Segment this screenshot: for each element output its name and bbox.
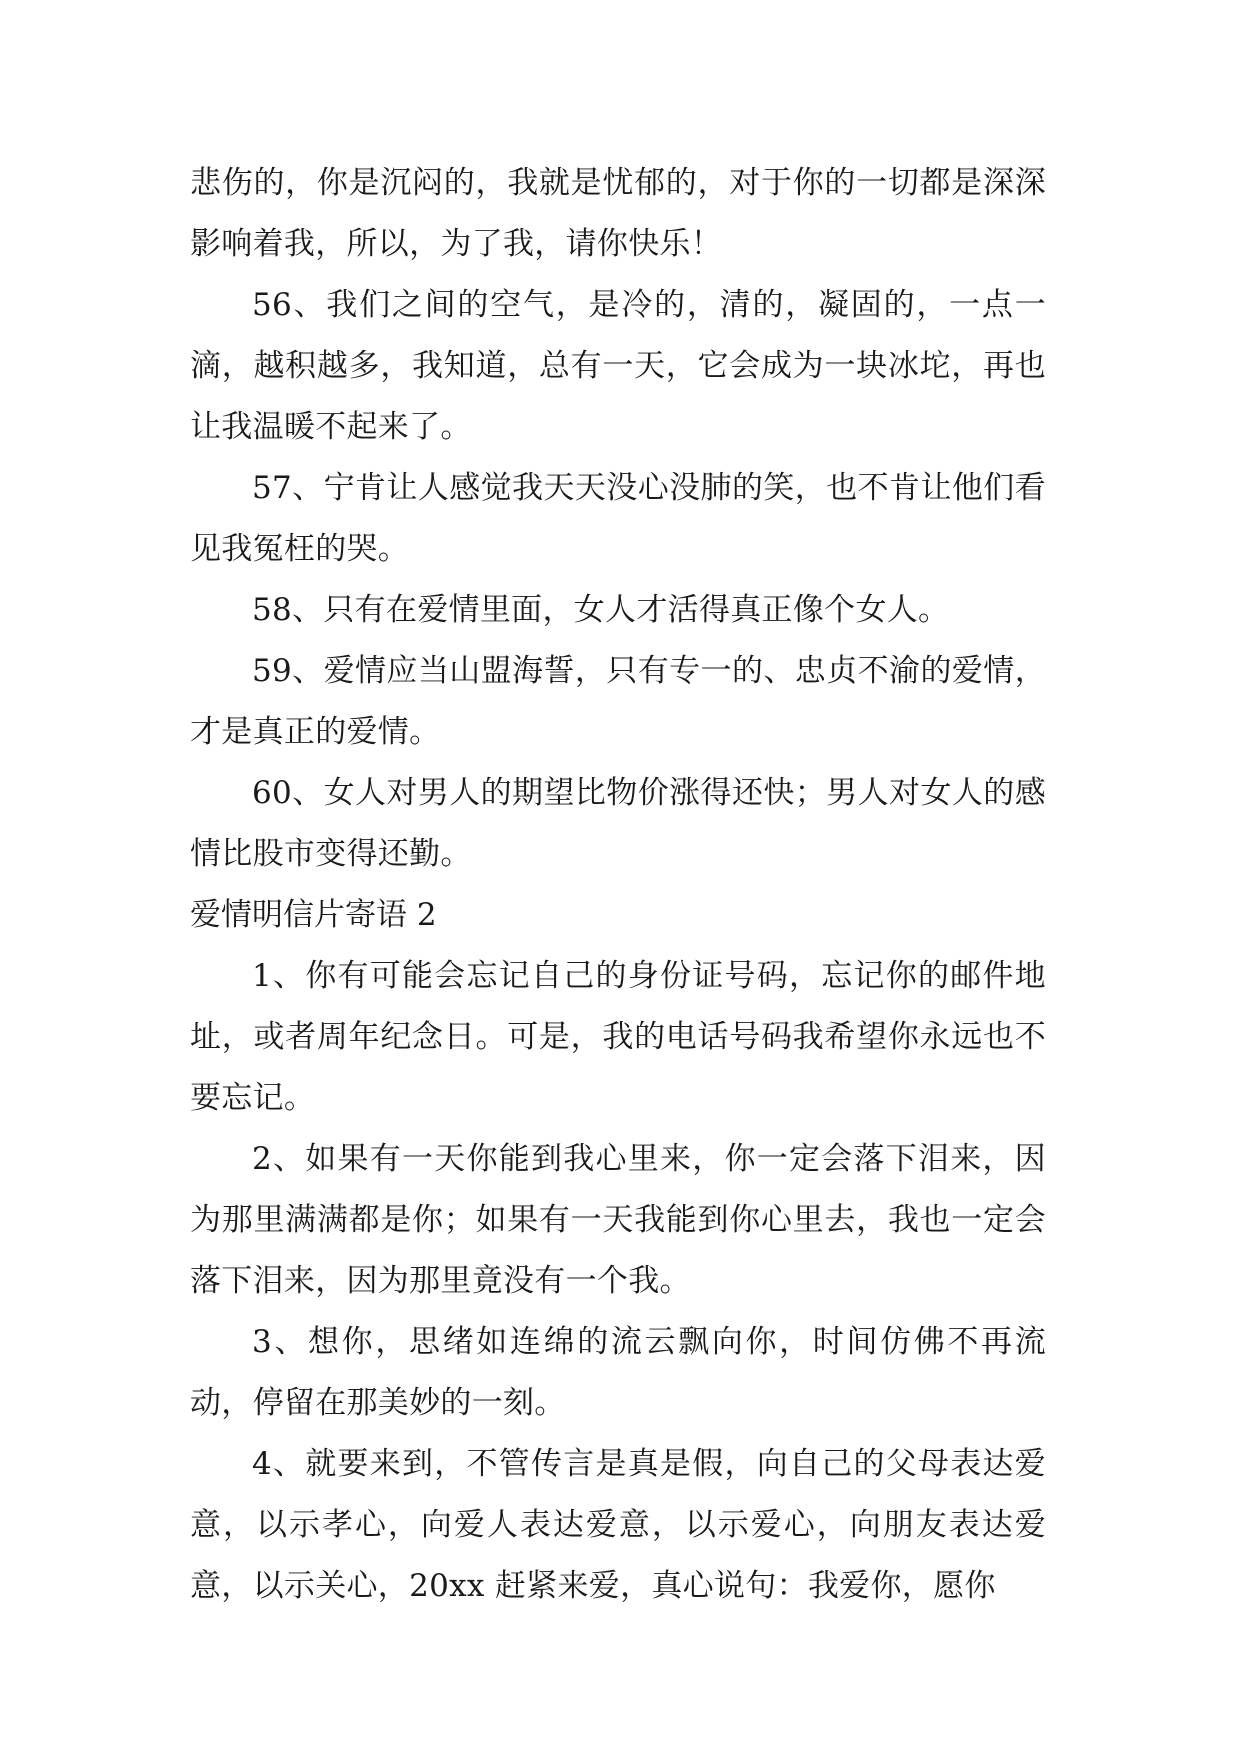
paragraph-item-57: 57、宁肯让人感觉我天天没心没肺的笑，也不肯让他们看见我冤枉的哭。 [190,470,1046,567]
paragraph-item-2: 2、如果有一天你能到我心里来，你一定会落下泪来，因为那里满满都是你；如果有一天我能到你心里去，我也一定会落下泪来，因为那里竟没有一个我。 [190,1141,1046,1299]
document-body [190,153,1046,1617]
paragraph-item-60: 60、女人对男人的期望比物价涨得还快；男人对女人的感情比股市变得还勤。 [190,775,1046,872]
paragraph-item-58: 58、只有在爱情里面，女人才活得真正像个女人。 [252,592,950,628]
paragraph-item-3: 3、想你，思绪如连绵的流云飘向你，时间仿佛不再流动，停留在那美妙的一刻。 [190,1324,1046,1421]
paragraph-item-56: 56、我们之间的空气，是冷的，清的，凝固的，一点一滴，越积越多，我知道，总有一天，它会成为一块冰坨，再也让我温暖不起来了。 [190,287,1046,445]
paragraph-item-59: 59、爱情应当山盟海誓，只有专一的、忠贞不渝的爱情，才是真正的爱情。 [190,653,1046,750]
paragraph-item-1: 1、你有可能会忘记自己的身份证号码，忘记你的邮件地址，或者周年纪念日。可是，我的电话号码我希望你永远也不要忘记。 [190,958,1046,1116]
paragraph-continued: 悲伤的，你是沉闷的，我就是忧郁的，对于你的一切都是深深影响着我，所以，为了我，请你快乐！ [190,165,1046,262]
paragraph-item-4: 4、就要来到，不管传言是真是假，向自己的父母表达爱意，以示孝心，向爱人表达爱意，以示爱心，向朋友表达爱意，以示关心，20xx 赶紧来爱，真心说句：我爱你，愿你 [190,1446,1046,1604]
section-heading: 爱情明信片寄语 2 [190,897,437,933]
